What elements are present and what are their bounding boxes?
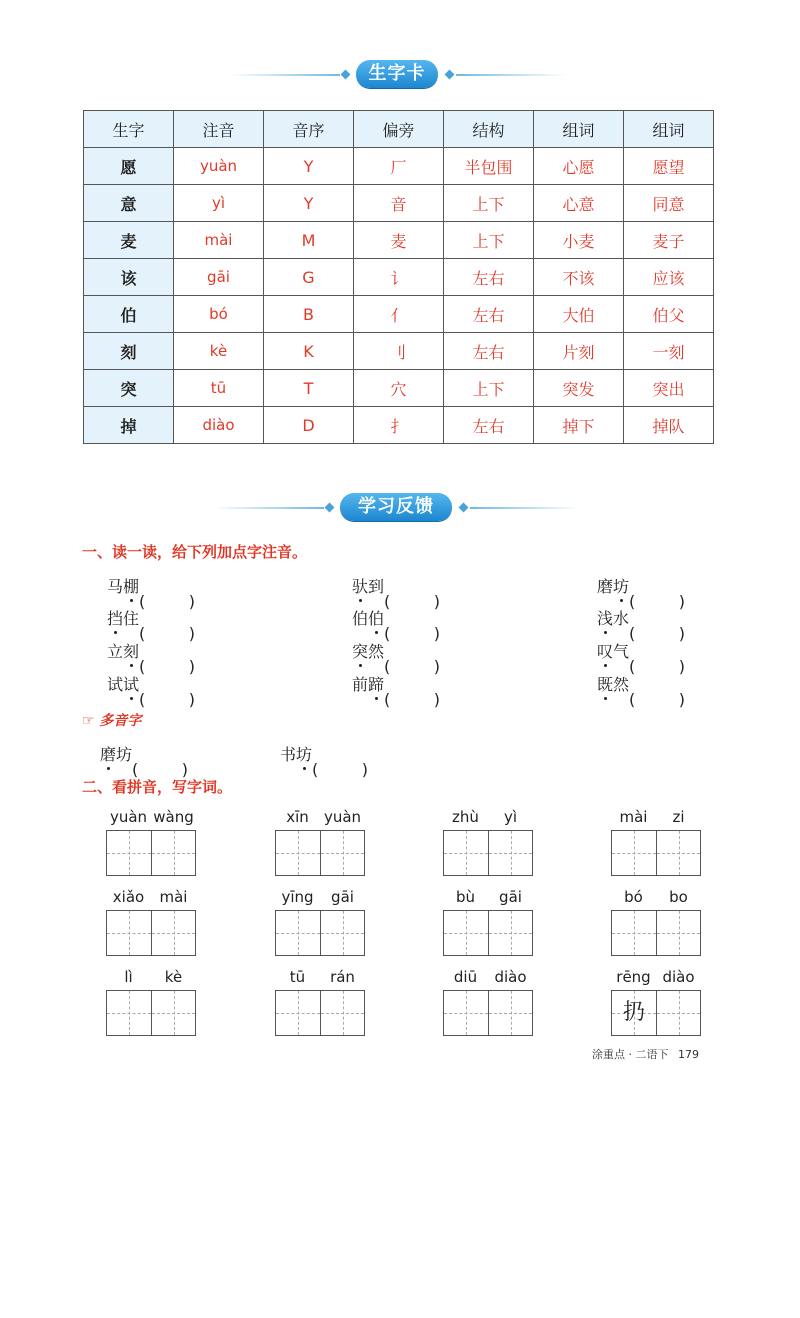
table-row bbox=[84, 185, 714, 222]
pinyin-line bbox=[611, 888, 701, 908]
pinyin-item bbox=[597, 672, 686, 709]
page-number: 179 bbox=[678, 1048, 699, 1061]
table-cell: yuàn bbox=[174, 148, 264, 185]
card-title: 生字卡 bbox=[356, 60, 438, 88]
paren-close: ) bbox=[433, 592, 441, 611]
character: 试 bbox=[107, 675, 124, 694]
pinyin-syllable: yì bbox=[503, 808, 518, 826]
table-header-cell: 音序 bbox=[264, 111, 354, 148]
character: 书 bbox=[280, 745, 297, 764]
dotted-character: 突 bbox=[352, 639, 368, 662]
table-header-cell: 组词 bbox=[624, 111, 714, 148]
cell-character bbox=[444, 991, 488, 1035]
writing-cell[interactable] bbox=[276, 991, 320, 1035]
polyphone-label: ☞ 多音字 bbox=[82, 713, 142, 729]
pinyin-item bbox=[352, 672, 441, 709]
cell-character bbox=[107, 911, 151, 955]
table-cell: 左右 bbox=[444, 259, 534, 296]
pinyin-syllable: bo bbox=[669, 888, 688, 906]
table-cell: tū bbox=[174, 370, 264, 407]
pinyin-syllable: wàng bbox=[153, 808, 194, 826]
table-cell: 麦子 bbox=[624, 222, 714, 259]
paren-open: ( bbox=[139, 624, 146, 643]
cell-character bbox=[107, 991, 151, 1035]
word bbox=[280, 742, 312, 765]
paren-close: ) bbox=[188, 592, 196, 611]
cell-character bbox=[152, 991, 196, 1035]
paren-open: ( bbox=[139, 657, 146, 676]
table-cell: Y bbox=[264, 148, 354, 185]
table-cell: yì bbox=[174, 185, 264, 222]
character: 然 bbox=[613, 675, 630, 694]
table-cell: 愿望 bbox=[624, 148, 714, 185]
character: 伯 bbox=[352, 609, 369, 628]
table-cell: 突发 bbox=[534, 370, 624, 407]
paren-open: ( bbox=[139, 592, 146, 611]
cell-character bbox=[489, 911, 533, 955]
table-cell: 半包围 bbox=[444, 148, 534, 185]
question-2-title: 二、看拼音，写字词。 bbox=[82, 778, 233, 796]
word bbox=[352, 672, 384, 695]
table-row bbox=[84, 296, 714, 333]
cell-character bbox=[321, 911, 365, 955]
pinyin-line bbox=[275, 808, 365, 828]
paren-close: ) bbox=[433, 624, 441, 643]
pinyin-syllable: yuàn bbox=[323, 808, 362, 826]
table-cell: 亻 bbox=[354, 296, 444, 333]
paren-close: ) bbox=[678, 592, 686, 611]
character-card-table bbox=[83, 110, 714, 444]
pinyin-syllable: mài bbox=[619, 808, 648, 826]
paren-close: ) bbox=[678, 690, 686, 709]
table-cell: 上下 bbox=[444, 370, 534, 407]
paren-close: ) bbox=[188, 624, 196, 643]
dotted-character: 驮 bbox=[352, 574, 368, 597]
word bbox=[107, 639, 139, 662]
writing-cell[interactable] bbox=[488, 831, 532, 875]
paren-open: ( bbox=[384, 592, 391, 611]
pinyin-syllable: mài bbox=[159, 888, 188, 906]
writing-cell[interactable] bbox=[320, 911, 364, 955]
writing-cell[interactable] bbox=[320, 831, 364, 875]
table-cell: 同意 bbox=[624, 185, 714, 222]
word bbox=[597, 672, 629, 695]
cell-character bbox=[276, 831, 320, 875]
pinyin-syllable: kè bbox=[164, 968, 183, 986]
pinyin-syllable: gāi bbox=[331, 888, 354, 906]
character: 立 bbox=[107, 642, 124, 661]
table-cell: 麦 bbox=[84, 222, 174, 259]
pinyin-item bbox=[107, 574, 196, 611]
dotted-character: 既 bbox=[597, 672, 613, 695]
table-cell: 左右 bbox=[444, 407, 534, 444]
writing-cell[interactable] bbox=[488, 991, 532, 1035]
paren-close: ) bbox=[678, 624, 686, 643]
table-row bbox=[84, 407, 714, 444]
table-cell: kè bbox=[174, 333, 264, 370]
dotted-character: 坊 bbox=[613, 574, 629, 597]
table-cell: T bbox=[264, 370, 354, 407]
table-cell: gāi bbox=[174, 259, 264, 296]
pinyin-line bbox=[443, 888, 533, 908]
table-cell: Y bbox=[264, 185, 354, 222]
pinyin-syllable: zi bbox=[672, 808, 685, 826]
table-cell: 讠 bbox=[354, 259, 444, 296]
table-cell: 愿 bbox=[84, 148, 174, 185]
writing-cell[interactable] bbox=[107, 831, 151, 875]
cell-character bbox=[444, 831, 488, 875]
paren-open: ( bbox=[629, 592, 636, 611]
cell-character bbox=[276, 911, 320, 955]
writing-cell[interactable] bbox=[656, 991, 700, 1035]
pinyin-item bbox=[280, 742, 369, 779]
table-row bbox=[84, 370, 714, 407]
table-cell: mài bbox=[174, 222, 264, 259]
table-header-cell: 结构 bbox=[444, 111, 534, 148]
pinyin-syllable: rēng bbox=[616, 968, 651, 986]
pinyin-syllable: lì bbox=[124, 968, 133, 986]
writing-cell[interactable] bbox=[612, 991, 656, 1035]
character: 住 bbox=[123, 609, 140, 628]
table-cell: diào bbox=[174, 407, 264, 444]
writing-cell[interactable] bbox=[276, 911, 320, 955]
pinyin-line bbox=[275, 968, 365, 988]
word bbox=[107, 672, 139, 695]
table-header-cell: 注音 bbox=[174, 111, 264, 148]
table-cell: 突 bbox=[84, 370, 174, 407]
table-cell: M bbox=[264, 222, 354, 259]
table-header-cell: 生字 bbox=[84, 111, 174, 148]
table-cell: 该 bbox=[84, 259, 174, 296]
table-cell: 上下 bbox=[444, 222, 534, 259]
paren-open: ( bbox=[629, 624, 636, 643]
cell-character: 扔 bbox=[622, 1000, 645, 1025]
table-cell: B bbox=[264, 296, 354, 333]
pinyin-syllable: diào bbox=[662, 968, 695, 986]
dotted-character: 磨 bbox=[100, 742, 116, 765]
word bbox=[107, 606, 139, 629]
cell-character bbox=[107, 831, 151, 875]
table-cell: D bbox=[264, 407, 354, 444]
paren-close: ) bbox=[361, 760, 369, 779]
writing-cell[interactable] bbox=[107, 991, 151, 1035]
pinyin-item bbox=[597, 639, 686, 676]
table-header-cell: 偏旁 bbox=[354, 111, 444, 148]
table-cell: 意 bbox=[84, 185, 174, 222]
cell-character bbox=[321, 991, 365, 1035]
table-cell: 心愿 bbox=[534, 148, 624, 185]
pinyin-item bbox=[100, 742, 189, 779]
cell-character bbox=[276, 991, 320, 1035]
word bbox=[100, 742, 132, 765]
cell-character bbox=[657, 831, 701, 875]
character: 然 bbox=[368, 642, 385, 661]
table-cell: 应该 bbox=[624, 259, 714, 296]
dotted-character: 蹄 bbox=[368, 672, 384, 695]
pinyin-line bbox=[106, 808, 196, 828]
card-banner bbox=[0, 60, 800, 90]
pinyin-item bbox=[352, 606, 441, 643]
footer-text: 涂重点 · 二语下 bbox=[592, 1048, 669, 1061]
pinyin-item bbox=[352, 574, 441, 611]
feedback-banner bbox=[0, 493, 800, 523]
pinyin-line bbox=[275, 888, 365, 908]
table-header-row bbox=[84, 111, 714, 148]
character: 气 bbox=[613, 642, 630, 661]
table-cell: K bbox=[264, 333, 354, 370]
table-cell: 刻 bbox=[84, 333, 174, 370]
pinyin-syllable: diào bbox=[494, 968, 527, 986]
pinyin-syllable: tū bbox=[289, 968, 306, 986]
paren-open: ( bbox=[629, 657, 636, 676]
paren-open: ( bbox=[132, 760, 139, 779]
dotted-character: 挡 bbox=[107, 606, 123, 629]
table-cell: 左右 bbox=[444, 296, 534, 333]
table-cell: 一刻 bbox=[624, 333, 714, 370]
character: 前 bbox=[352, 675, 369, 694]
paren-close: ) bbox=[181, 760, 189, 779]
cell-character bbox=[152, 831, 196, 875]
pinyin-item bbox=[107, 672, 196, 709]
writing-cell[interactable] bbox=[107, 911, 151, 955]
question-1-title: 一、读一读，给下列加点字注音。 bbox=[82, 543, 308, 561]
table-cell: 音 bbox=[354, 185, 444, 222]
dotted-character: 伯 bbox=[368, 606, 384, 629]
pinyin-item bbox=[107, 606, 196, 643]
pinyin-line bbox=[611, 808, 701, 828]
pinyin-syllable: gāi bbox=[499, 888, 522, 906]
writing-cell[interactable] bbox=[151, 911, 195, 955]
table-cell: 厂 bbox=[354, 148, 444, 185]
cell-character bbox=[321, 831, 365, 875]
paren-close: ) bbox=[188, 690, 196, 709]
table-cell: 突出 bbox=[624, 370, 714, 407]
pinyin-syllable: diū bbox=[453, 968, 478, 986]
cell-character bbox=[444, 911, 488, 955]
table-cell: 掉队 bbox=[624, 407, 714, 444]
feedback-title: 学习反馈 bbox=[340, 493, 452, 521]
character: 到 bbox=[368, 577, 385, 596]
table-cell: 左右 bbox=[444, 333, 534, 370]
dotted-character: 棚 bbox=[123, 574, 139, 597]
word bbox=[352, 574, 384, 597]
pinyin-item bbox=[107, 639, 196, 676]
paren-open: ( bbox=[629, 690, 636, 709]
pinyin-item bbox=[597, 606, 686, 643]
writing-cell[interactable] bbox=[488, 911, 532, 955]
table-cell: 伯 bbox=[84, 296, 174, 333]
table-row bbox=[84, 333, 714, 370]
word bbox=[597, 639, 629, 662]
pinyin-line bbox=[106, 968, 196, 988]
word bbox=[352, 639, 384, 662]
pinyin-syllable: zhù bbox=[452, 808, 479, 826]
pinyin-syllable: xiǎo bbox=[112, 888, 145, 906]
paren-open: ( bbox=[384, 657, 391, 676]
word bbox=[597, 606, 629, 629]
paren-close: ) bbox=[433, 657, 441, 676]
dotted-character: 浅 bbox=[597, 606, 613, 629]
pinyin-syllable: xīn bbox=[286, 808, 309, 826]
paren-close: ) bbox=[188, 657, 196, 676]
table-cell: 心意 bbox=[534, 185, 624, 222]
table-cell: 小麦 bbox=[534, 222, 624, 259]
table-cell: 麦 bbox=[354, 222, 444, 259]
writing-cell[interactable] bbox=[656, 911, 700, 955]
word bbox=[352, 606, 384, 629]
pinyin-syllable: bó bbox=[624, 888, 643, 906]
pinyin-item bbox=[597, 574, 686, 611]
cell-character bbox=[612, 911, 656, 955]
table-cell: G bbox=[264, 259, 354, 296]
table-cell: 掉 bbox=[84, 407, 174, 444]
pinyin-item bbox=[352, 639, 441, 676]
pinyin-line bbox=[611, 968, 701, 988]
pinyin-line bbox=[443, 968, 533, 988]
dotted-character: 坊 bbox=[296, 742, 312, 765]
table-cell: 穴 bbox=[354, 370, 444, 407]
cell-character bbox=[657, 911, 701, 955]
paren-open: ( bbox=[139, 690, 146, 709]
writing-cell[interactable] bbox=[151, 831, 195, 875]
pinyin-syllable: yīng bbox=[281, 888, 314, 906]
writing-cell[interactable] bbox=[612, 831, 656, 875]
paren-close: ) bbox=[433, 690, 441, 709]
table-cell: 扌 bbox=[354, 407, 444, 444]
pinyin-syllable: rán bbox=[330, 968, 355, 986]
cell-character bbox=[657, 991, 701, 1035]
page-footer bbox=[592, 1046, 699, 1062]
pinyin-syllable: yuàn bbox=[109, 808, 148, 826]
paren-open: ( bbox=[384, 624, 391, 643]
table-cell: 伯父 bbox=[624, 296, 714, 333]
writing-cell[interactable] bbox=[276, 831, 320, 875]
pinyin-line bbox=[443, 808, 533, 828]
table-header-cell: 组词 bbox=[534, 111, 624, 148]
cell-character bbox=[612, 831, 656, 875]
table-cell: 上下 bbox=[444, 185, 534, 222]
cell-character bbox=[489, 991, 533, 1035]
table-cell: 不该 bbox=[534, 259, 624, 296]
cell-character bbox=[152, 911, 196, 955]
writing-cell[interactable] bbox=[444, 911, 488, 955]
writing-cell[interactable] bbox=[320, 991, 364, 1035]
pinyin-syllable: bù bbox=[455, 888, 476, 906]
character: 坊 bbox=[116, 745, 133, 764]
table-cell: bó bbox=[174, 296, 264, 333]
table-cell: 掉下 bbox=[534, 407, 624, 444]
dotted-character: 叹 bbox=[597, 639, 613, 662]
table-cell: 片刻 bbox=[534, 333, 624, 370]
paren-open: ( bbox=[384, 690, 391, 709]
cell-character bbox=[489, 831, 533, 875]
table-cell: 刂 bbox=[354, 333, 444, 370]
writing-cell[interactable] bbox=[444, 991, 488, 1035]
character: 马 bbox=[107, 577, 124, 596]
table-row bbox=[84, 222, 714, 259]
table-row bbox=[84, 259, 714, 296]
word bbox=[107, 574, 139, 597]
table-cell: 大伯 bbox=[534, 296, 624, 333]
table-row bbox=[84, 148, 714, 185]
writing-cell[interactable] bbox=[444, 831, 488, 875]
character: 水 bbox=[613, 609, 630, 628]
dotted-character: 试 bbox=[123, 672, 139, 695]
writing-cell[interactable] bbox=[656, 831, 700, 875]
character: 磨 bbox=[597, 577, 614, 596]
pinyin-line bbox=[106, 888, 196, 908]
dotted-character: 刻 bbox=[123, 639, 139, 662]
writing-cell[interactable] bbox=[612, 911, 656, 955]
word bbox=[597, 574, 629, 597]
paren-close: ) bbox=[678, 657, 686, 676]
paren-open: ( bbox=[312, 760, 319, 779]
writing-cell[interactable] bbox=[151, 991, 195, 1035]
